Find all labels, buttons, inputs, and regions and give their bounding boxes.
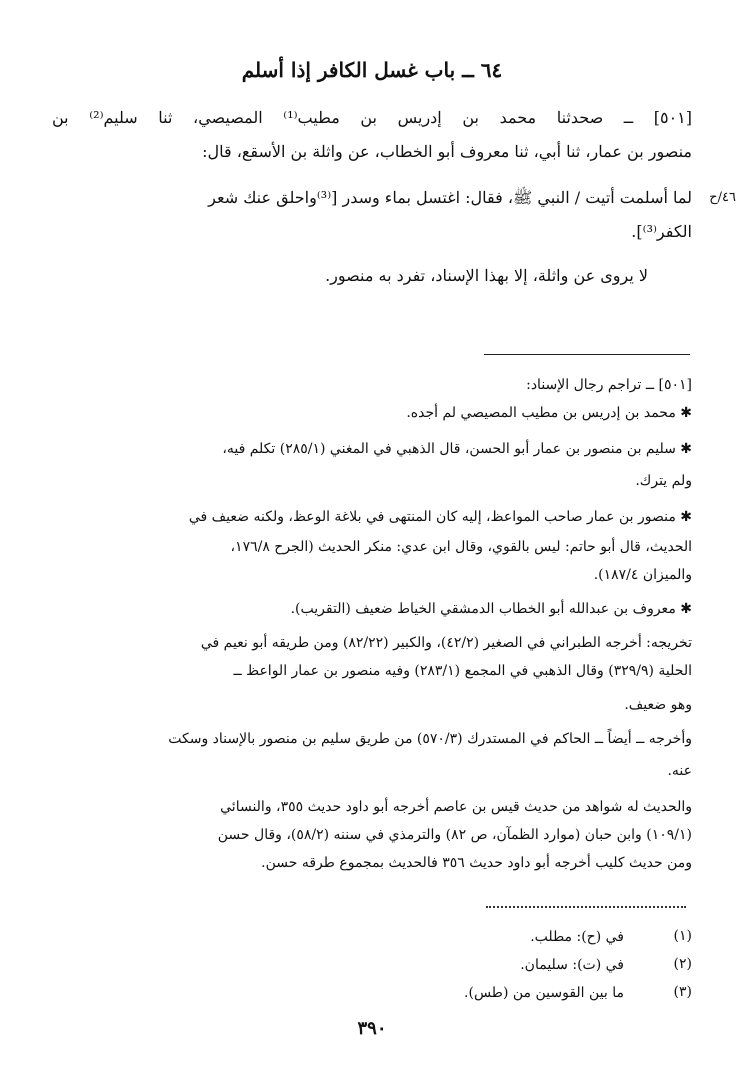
note-line: والميزان ١٨٧/٤). <box>593 567 692 583</box>
hadith-line-4: الكفر⁽³⁾]. <box>631 222 692 241</box>
footnote-separator <box>484 354 690 355</box>
notes-heading: [٥٠١] ــ تراجم رجال الإسناد: <box>526 377 692 393</box>
footnote-number: (٢) <box>673 956 692 972</box>
chapter-title: ٦٤ ــ باب غسل الكافر إذا أسلم <box>241 58 503 82</box>
footnote-number: (١) <box>673 928 692 944</box>
note-line: تخريجه: أخرجه الطبراني في الصغير (٤٢/٢)، والكبير (٨٢/٢٢) ومن طريقه أبو نعيم في <box>200 635 692 651</box>
margin-folio-mark: ٤٦/ح <box>709 190 736 205</box>
note-line: ومن حديث كليب أخرجه أبو داود حديث ٣٥٦ فالحديث بمجموع طرقه حسن. <box>261 855 692 871</box>
note-line: ✱ سليم بن منصور بن عمار أبو الحسن، قال الذهبي في المغني (٢٨٥/١) تكلم فيه، <box>222 441 692 457</box>
note-line: ولم يترك. <box>635 473 692 489</box>
hadith-line-1: [٥٠١] ــ صحدثنا محمد بن إدريس بن مطيب⁽¹⁾ المصيصي، ثنا سليم⁽²⁾ بن <box>52 108 692 127</box>
note-line: (١٠٩/١) وابن حبان (موارد الظمآن، ص ٨٢) والترمذي في سننه (٥٨/٢)، وقال حسن <box>217 827 692 843</box>
note-line: وهو ضعيف. <box>624 697 692 713</box>
footnote-text: في (ت): سليمان. <box>520 957 624 973</box>
hadith-line-3: لما أسلمت أتيت / النبي ﷺ، فقال: اغتسل بماء وسدر [⁽³⁾واحلق عنك شعر <box>208 188 692 207</box>
note-line: الحديث، قال أبو حاتم: ليس بالقوي، وقال ابن عدي: منكر الحديث (الجرح ١٧٦/٨، <box>230 539 692 555</box>
note-line: عنه. <box>667 763 692 779</box>
note-line: الحلية (٣٢٩/٩) وقال الذهبي في المجمع (٢٨٣/١) وفيه منصور بن عمار الواعظ ــ <box>233 663 692 679</box>
footnote-number: (٣) <box>673 984 692 1000</box>
hadith-commentary: لا يروى عن واثلة، إلا بهذا الإسناد، تفرد به منصور. <box>325 266 648 285</box>
footnote-text: في (ح): مطلب. <box>530 929 624 945</box>
note-line: وأخرجه ــ أيضاً ــ الحاكم في المستدرك (٥٧٠/٣) من طريق سليم بن منصور بالإسناد وسكت <box>168 731 692 747</box>
footnotes-separator <box>486 906 686 908</box>
note-line: ✱ منصور بن عمار صاحب المواعظ، إليه كان المنتهى في بلاغة الوعظ، ولكنه ضعيف في <box>188 509 692 525</box>
footnote-text: ما بين القوسين من (طس). <box>464 985 624 1001</box>
hadith-line-2: منصور بن عمار، ثنا أبي، ثنا معروف أبو الخطاب، عن واثلة بن الأسقع، قال: <box>202 142 692 161</box>
page-number: ٣٩٠ <box>357 1018 387 1039</box>
note-line: ✱ معروف بن عبدالله أبو الخطاب الدمشقي الخياط ضعيف (التقريب). <box>290 601 692 617</box>
note-line: ✱ محمد بن إدريس بن مطيب المصيصي لم أجده. <box>406 405 692 421</box>
note-line: والحديث له شواهد من حديث قيس بن عاصم أخرجه أبو داود حديث ٣٥٥، والنسائي <box>220 799 692 815</box>
